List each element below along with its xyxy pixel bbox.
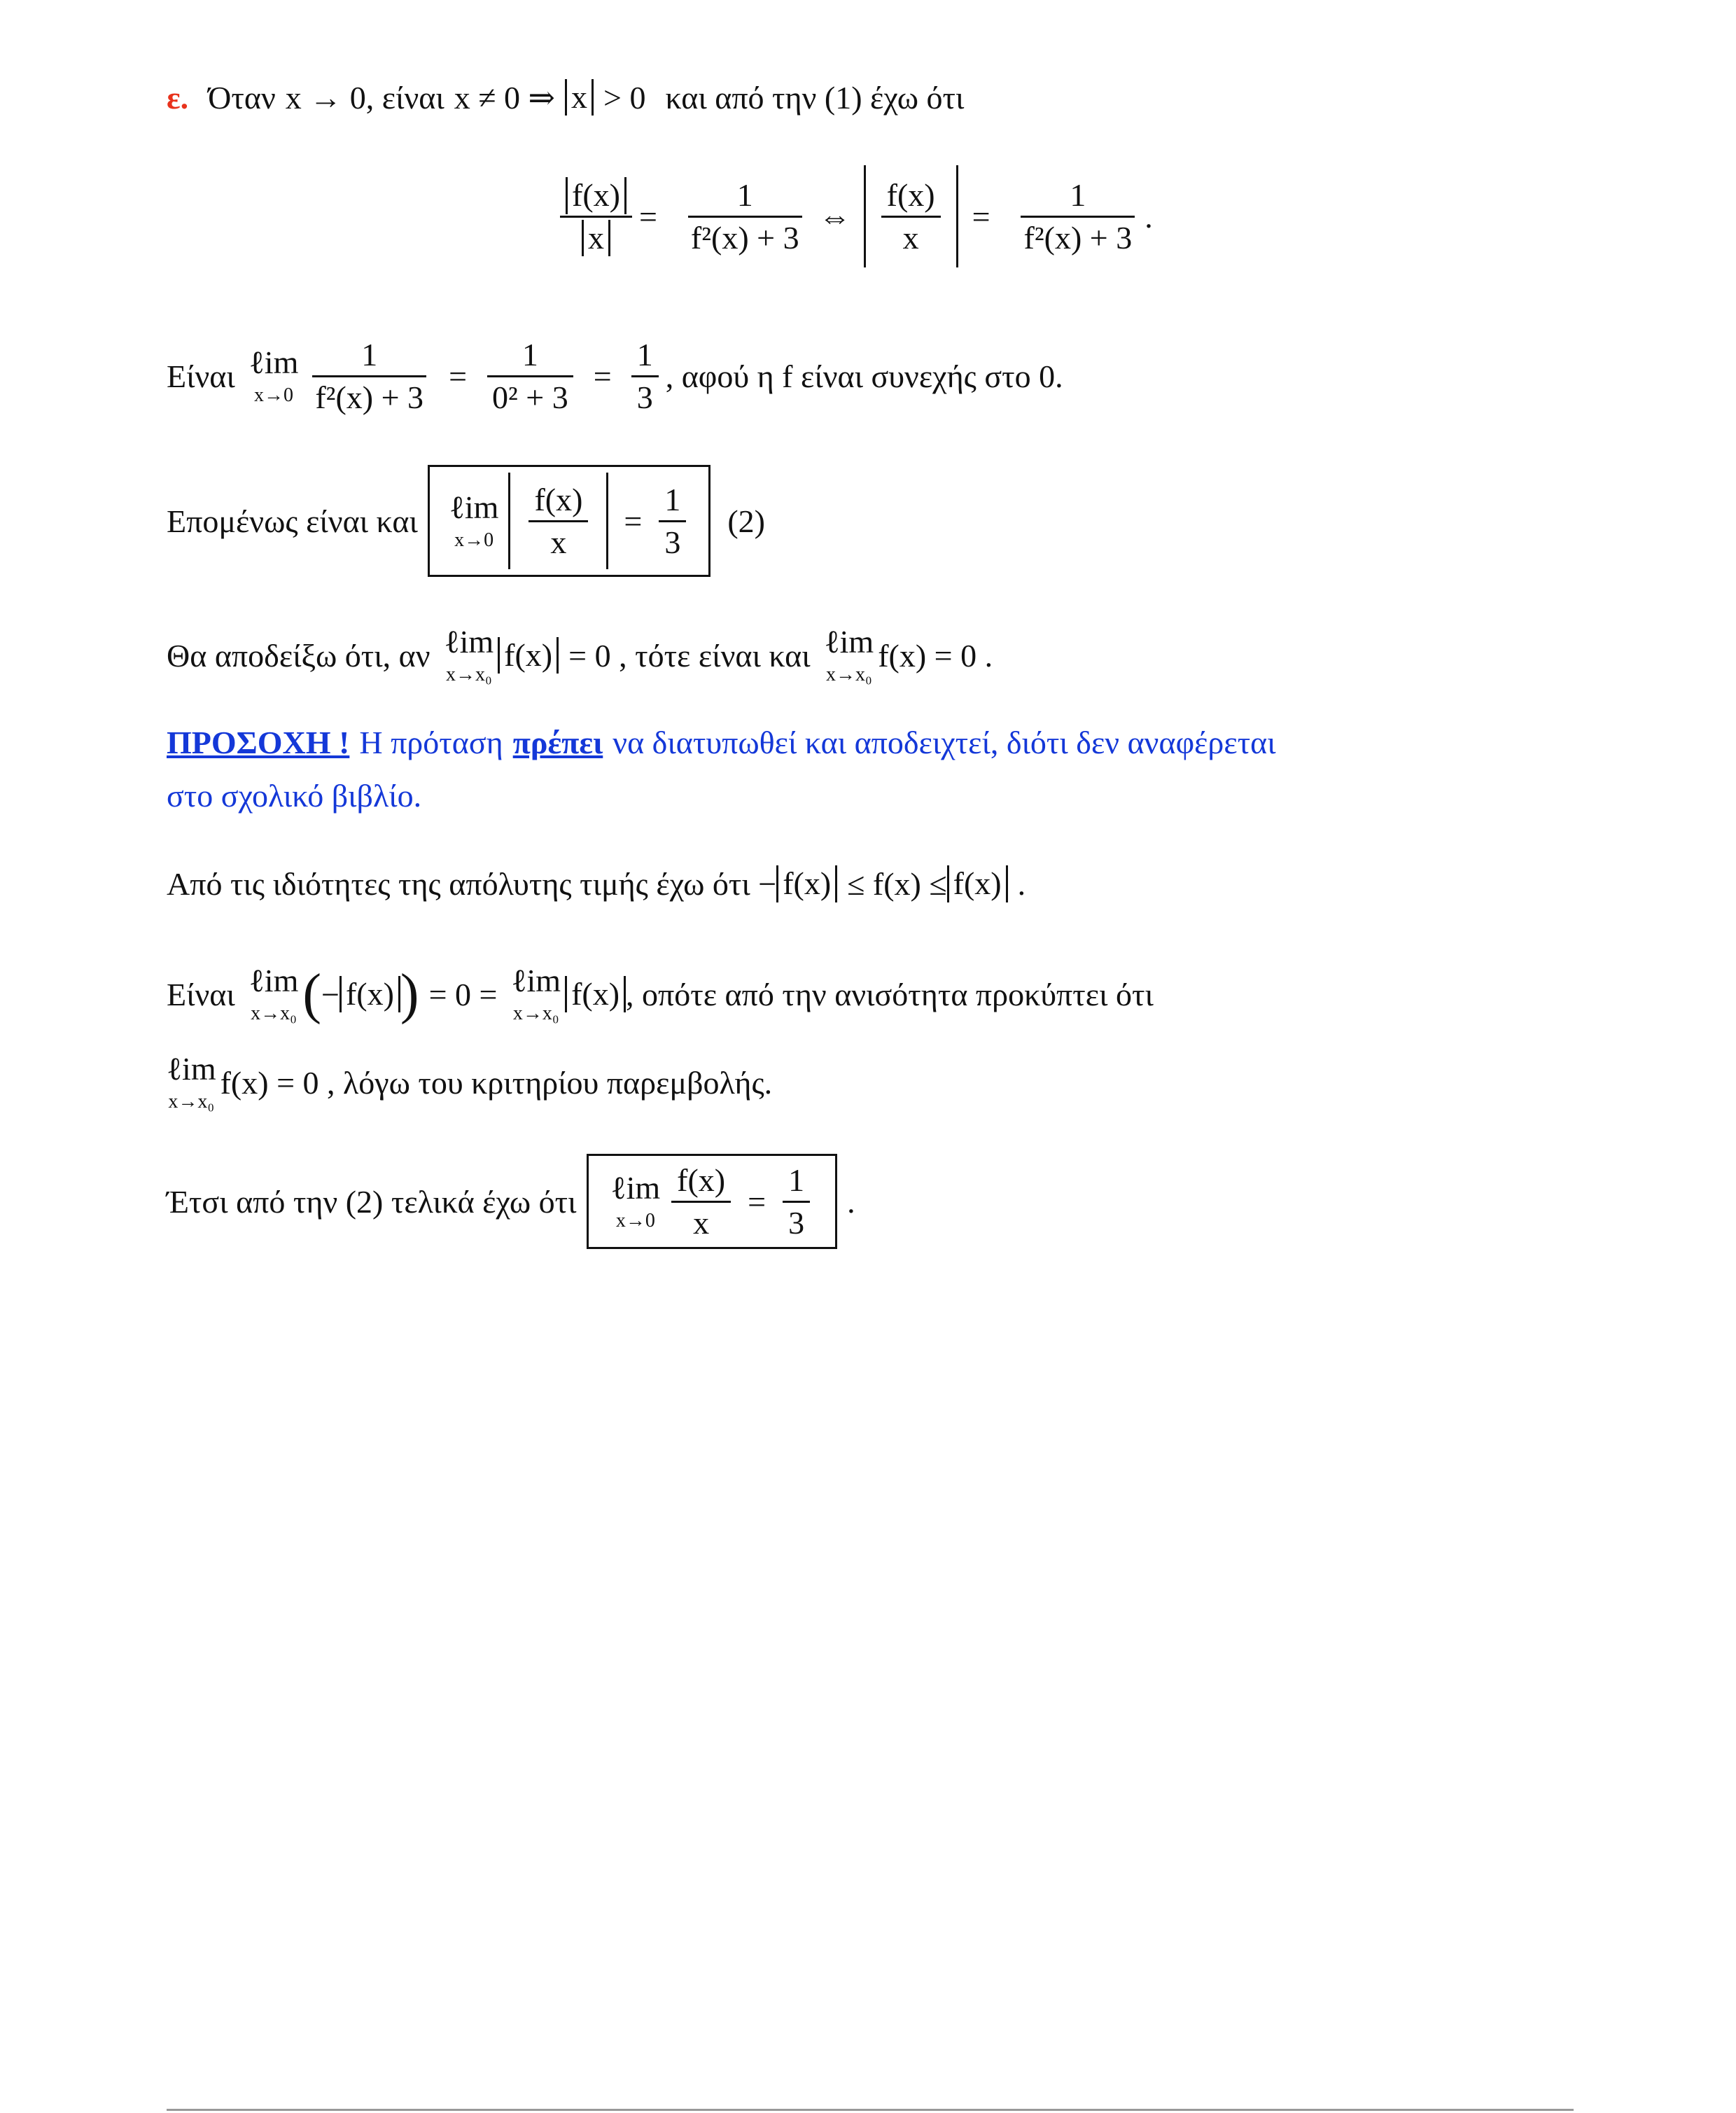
equals: =	[624, 503, 643, 539]
line-5	[167, 626, 993, 685]
abs-fraction	[864, 165, 958, 267]
math: > 0	[603, 79, 646, 116]
numerator: 1	[631, 335, 659, 377]
text: και από την (1) έχω ότι	[665, 79, 965, 116]
line-3	[167, 335, 1063, 417]
limit	[167, 1053, 216, 1112]
limit	[449, 491, 499, 550]
text: Έτσι από την (2) τελικά έχω ότι	[167, 1183, 577, 1220]
lim-subscript: x→0	[254, 384, 294, 406]
equation-1	[553, 165, 1153, 267]
equation-tag: (2)	[727, 503, 765, 539]
limit	[511, 965, 561, 1024]
abs-fx: f(x)	[947, 865, 1008, 902]
lim-word: ℓim	[248, 344, 299, 380]
limit	[444, 626, 494, 685]
text: Είναι	[167, 358, 235, 394]
text: , οπότε από την ανισότητα προκύπτει ότι	[626, 976, 1154, 1012]
text: , αφού η f είναι συνεχής στο 0.	[665, 358, 1063, 394]
text: f(x) = 0 .	[878, 637, 993, 674]
lim-subscript: x→x₀	[168, 1091, 215, 1113]
period: .	[1017, 866, 1026, 902]
equals: =	[748, 1183, 766, 1220]
text: Θα αποδείξω ότι, αν	[167, 637, 430, 674]
numerator: 1	[688, 175, 802, 218]
denominator: 3	[788, 1204, 805, 1241]
lim-subscript: x→x₀	[826, 664, 872, 685]
equals: =	[638, 198, 657, 235]
lim-subscript: x→x₀	[512, 1003, 559, 1024]
boxed-result	[428, 465, 711, 577]
text: Όταν	[208, 79, 276, 116]
minus: −	[321, 976, 340, 1012]
fraction	[486, 335, 574, 417]
denominator: f²(x) + 3	[690, 219, 799, 256]
numerator: f(x)	[566, 177, 626, 214]
right-paren: )	[400, 963, 419, 1025]
numerator: 1	[1021, 175, 1135, 218]
must-word: πρέπει	[512, 725, 603, 760]
text: , είναι	[365, 79, 444, 116]
numerator: 1	[659, 480, 686, 522]
denominator: x	[693, 1204, 710, 1241]
lim-subscript: x→x₀	[445, 664, 492, 685]
equals: =	[593, 358, 612, 394]
left-paren: (	[302, 963, 321, 1025]
period: .	[1144, 198, 1153, 235]
numerator: 1	[783, 1160, 810, 1203]
equals: =	[972, 198, 990, 235]
fraction	[560, 175, 632, 258]
numerator: f(x)	[671, 1160, 731, 1203]
text: f(x) = 0 , λόγω του κριτηρίου παρεμβολής.	[220, 1064, 773, 1101]
fraction	[528, 480, 588, 562]
denominator: 3	[664, 524, 681, 560]
text: Επομένως είναι και	[167, 503, 418, 539]
abs-fx: f(x)	[498, 637, 559, 674]
limit	[248, 344, 299, 406]
line-1	[167, 78, 964, 116]
abs-x: x	[565, 79, 594, 116]
lim-subscript: x→0	[454, 529, 494, 551]
lim-word: ℓim	[444, 624, 494, 660]
text: Η πρόταση	[359, 725, 503, 760]
fraction	[671, 1160, 731, 1243]
numerator: f(x)	[528, 480, 588, 522]
fraction	[881, 175, 941, 258]
abs-fraction	[508, 473, 608, 569]
abs-fx: f(x)	[565, 976, 626, 1013]
text: να διατυπωθεί και αποδειχτεί, διότι δεν αναφέρεται	[612, 725, 1276, 760]
warning-line-2	[167, 777, 421, 814]
period: .	[847, 1183, 855, 1220]
abs-fx: f(x)	[340, 976, 400, 1013]
line-10	[167, 1154, 855, 1249]
limit	[249, 965, 299, 1024]
lim-word: ℓim	[824, 624, 874, 660]
fraction	[659, 480, 686, 562]
denominator: 3	[636, 379, 653, 415]
denominator: x	[550, 524, 567, 560]
fraction	[1018, 175, 1138, 258]
lim-word: ℓim	[449, 489, 499, 525]
limit	[825, 626, 874, 685]
text: ≤ f(x) ≤	[847, 866, 947, 902]
part-label: ε.	[167, 79, 189, 116]
line-9	[167, 1053, 772, 1112]
numerator: 1	[312, 335, 426, 377]
fraction	[783, 1160, 810, 1243]
abs-fx: f(x)	[776, 865, 837, 902]
denominator: f²(x) + 3	[1023, 219, 1133, 256]
fraction	[685, 175, 805, 258]
text: στο σχολικό βιβλίο.	[167, 778, 422, 814]
lim-subscript: x→x₀	[251, 1003, 297, 1024]
fraction	[309, 335, 429, 417]
text: = 0 =	[428, 976, 498, 1012]
text: Από τις ιδιότητες της απόλυτης τιμής έχω ότι −	[167, 866, 777, 902]
line-8	[167, 965, 1154, 1024]
limit	[611, 1172, 661, 1231]
denominator: f²(x) + 3	[315, 379, 424, 415]
math: x ≠ 0 ⇒	[454, 80, 556, 116]
fraction	[631, 335, 659, 417]
text: = 0 , τότε είναι και	[568, 637, 811, 674]
line-7	[167, 865, 1026, 902]
line-4	[167, 465, 765, 577]
lim-word: ℓim	[248, 963, 299, 998]
equals: =	[449, 358, 468, 394]
warning-line-1	[167, 724, 1276, 761]
denominator: x	[902, 219, 919, 256]
math: x → 0	[285, 79, 366, 116]
denominator: x	[582, 220, 610, 257]
lim-word: ℓim	[511, 963, 561, 998]
boxed-result	[587, 1154, 838, 1249]
denominator: 0² + 3	[492, 379, 568, 415]
footer-rule	[167, 2109, 1574, 2111]
warning-title: ΠΡΟΣΟΧΗ !	[167, 725, 350, 760]
numerator: 1	[487, 335, 573, 377]
text: Είναι	[167, 976, 235, 1012]
lim-word: ℓim	[610, 1170, 661, 1206]
iff: ⇔	[818, 198, 851, 235]
lim-subscript: x→0	[615, 1210, 655, 1232]
lim-word: ℓim	[167, 1051, 216, 1087]
numerator: f(x)	[881, 175, 941, 218]
